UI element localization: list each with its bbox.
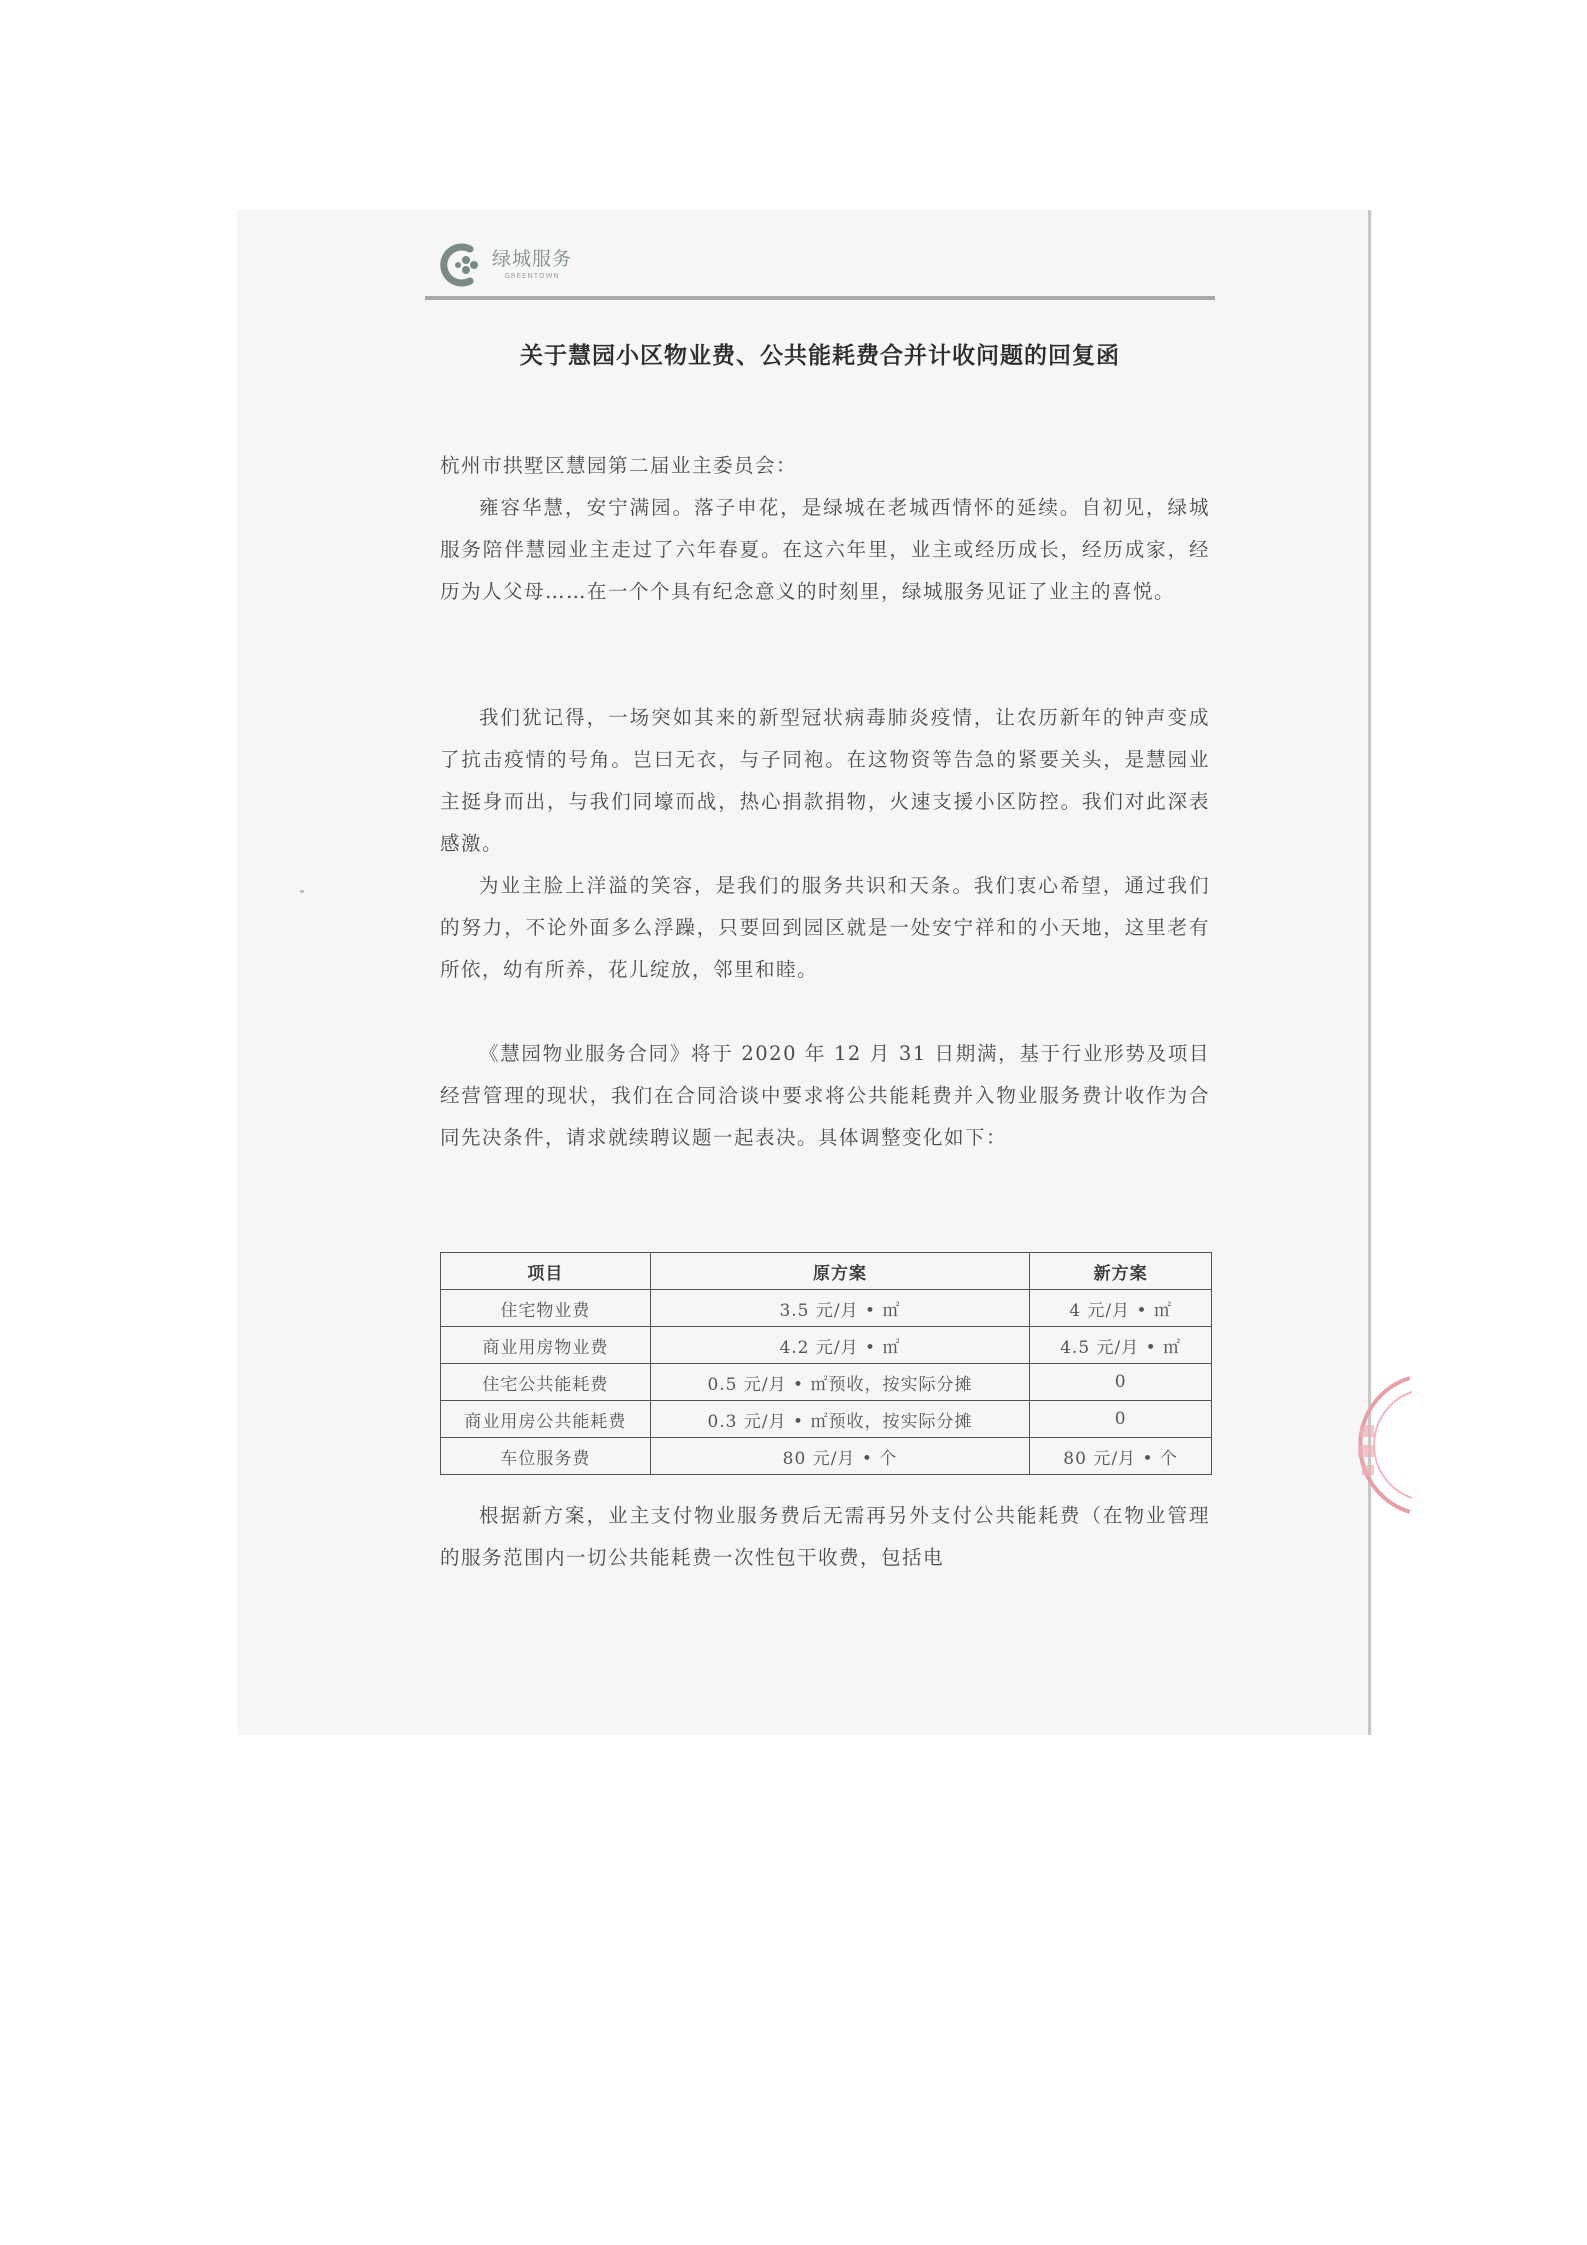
fee-item: 商业用房公共能耗费 — [441, 1401, 651, 1438]
fee-comparison-table — [440, 1252, 1212, 1475]
paragraph-new-plan-note: 根据新方案，业主支付物业服务费后无需再另外支付公共能耗费（在物业管理的服务范围内一切公共能耗费一次性包干收费，包括电 — [440, 1504, 1210, 1569]
logo-chinese-name: 绿城服务 — [492, 248, 573, 270]
paragraph-intro: 雍容华慧，安宁满园。落子申花，是绿城在老城西情怀的延续。自初见，绿城服务陪伴慧园业主走过了六年春夏。在这六年里，业主或经历成长，经历成家，经历为人父母……在一个个具有纪念意义的时刻里，绿城服务见证了业主的喜悦。 — [440, 496, 1210, 603]
table-row — [441, 1364, 1212, 1401]
paragraph-service-commitment: 为业主脸上洋溢的笑容，是我们的服务共识和天条。我们衷心希望，通过我们的努力，不论外面多么浮躁，只要回到园区就是一处安宁祥和的小天地，这里老有所依，幼有所养，花儿绽放，邻里和睦。 — [440, 874, 1210, 981]
header-item: 项目 — [441, 1253, 651, 1290]
table-row — [441, 1438, 1212, 1475]
logo-english-name: GREENTOWN — [504, 272, 560, 280]
table-header-row — [441, 1253, 1212, 1290]
fee-item: 住宅物业费 — [441, 1290, 651, 1327]
new-rate: 0 — [1030, 1401, 1212, 1438]
letterhead — [440, 240, 572, 290]
table-row — [441, 1401, 1212, 1438]
new-rate: 80 元/月 • 个 — [1030, 1438, 1212, 1475]
logo-wordmark — [492, 250, 572, 280]
greentown-logo-icon — [440, 243, 486, 287]
header-original-plan: 原方案 — [650, 1253, 1029, 1290]
paragraph-contract: 《慧园物业服务合同》将于 2020 年 12 月 31 日期满，基于行业形势及项目经营管理的现状，我们在合同洽谈中要求将公共能耗费并入物业服务费计收作为合同先决条件，请求就续聘议题一起表决。具体调整变化如下： — [440, 1042, 1210, 1149]
official-seal-stamp — [1330, 1370, 1420, 1520]
table-row — [441, 1290, 1212, 1327]
new-rate: 0 — [1030, 1364, 1212, 1401]
scan-speck — [300, 890, 304, 893]
original-rate: 4.2 元/月 • ㎡ — [650, 1327, 1029, 1364]
paragraph-epidemic: 我们犹记得，一场突如其来的新型冠状病毒肺炎疫情，让农历新年的钟声变成了抗击疫情的号角。岂曰无衣，与子同袍。在这物资等告急的紧要关头，是慧园业主挺身而出，与我们同壕而战，热心捐款捐物，火速支援小区防控。我们对此深表感激。 — [440, 706, 1210, 855]
letter-title: 关于慧园小区物业费、公共能耗费合并计收问题的回复函 — [520, 343, 1120, 369]
original-rate: 80 元/月 • 个 — [650, 1438, 1029, 1475]
new-rate: 4 元/月 • ㎡ — [1030, 1290, 1212, 1327]
header-new-plan: 新方案 — [1030, 1253, 1212, 1290]
original-rate: 3.5 元/月 • ㎡ — [650, 1290, 1029, 1327]
fee-item: 商业用房物业费 — [441, 1327, 651, 1364]
fee-item: 住宅公共能耗费 — [441, 1364, 651, 1401]
salutation: 杭州市拱墅区慧园第二届业主委员会： — [440, 454, 798, 477]
original-rate: 0.5 元/月 • ㎡预收，按实际分摊 — [650, 1364, 1029, 1401]
fee-item: 车位服务费 — [441, 1438, 651, 1475]
table-row — [441, 1327, 1212, 1364]
header-divider — [425, 296, 1215, 300]
original-rate: 0.3 元/月 • ㎡预收，按实际分摊 — [650, 1401, 1029, 1438]
new-rate: 4.5 元/月 • ㎡ — [1030, 1327, 1212, 1364]
